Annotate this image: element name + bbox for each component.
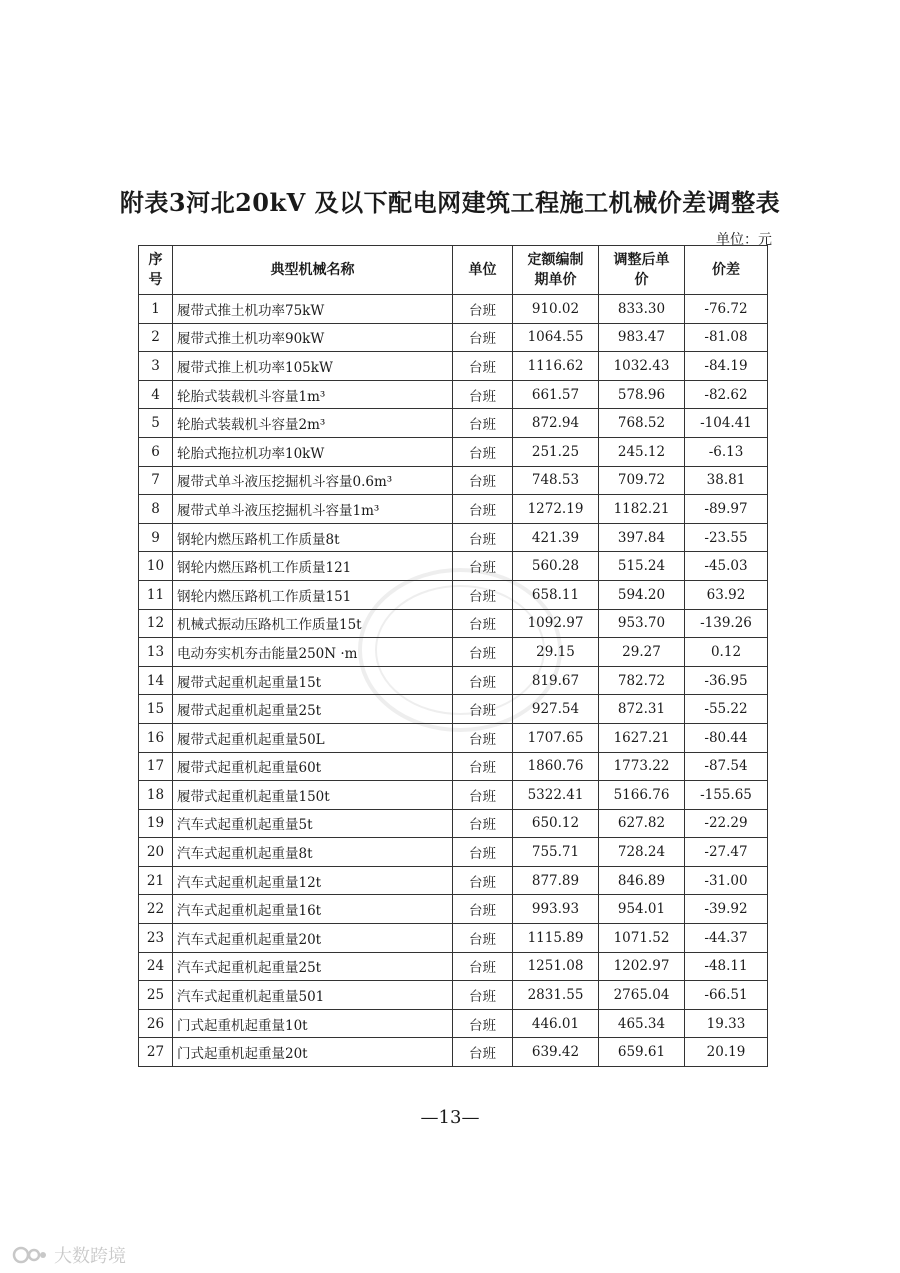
table-header-row xyxy=(139,246,768,295)
row-base-price: 748.53 xyxy=(513,466,599,495)
row-adjusted-price: 768.52 xyxy=(599,409,685,438)
table-row xyxy=(139,466,768,495)
table-row xyxy=(139,523,768,552)
row-price-diff: -155.65 xyxy=(685,781,768,810)
row-price-diff: -23.55 xyxy=(685,523,768,552)
row-unit: 台班 xyxy=(453,638,513,667)
row-base-price: 1115.89 xyxy=(513,924,599,953)
table-row xyxy=(139,695,768,724)
row-adjusted-price: 465.34 xyxy=(599,1009,685,1038)
row-machine-name: 钢轮内燃压路机工作质量8t xyxy=(173,523,453,552)
row-machine-name: 钢轮内燃压路机工作质量151 xyxy=(173,580,453,609)
row-unit: 台班 xyxy=(453,981,513,1010)
row-price-diff: -44.37 xyxy=(685,924,768,953)
row-base-price: 1092.97 xyxy=(513,609,599,638)
row-price-diff: -80.44 xyxy=(685,723,768,752)
row-unit: 台班 xyxy=(453,752,513,781)
row-adjusted-price: 5166.76 xyxy=(599,781,685,810)
row-base-price: 251.25 xyxy=(513,437,599,466)
row-number: 8 xyxy=(139,495,173,524)
row-unit: 台班 xyxy=(453,409,513,438)
row-adjusted-price: 709.72 xyxy=(599,466,685,495)
row-number: 24 xyxy=(139,952,173,981)
table-row xyxy=(139,323,768,352)
row-machine-name: 履带式起重机起重量50L xyxy=(173,723,453,752)
row-machine-name: 电动夯实机夯击能量250N ·m xyxy=(173,638,453,667)
row-number: 9 xyxy=(139,523,173,552)
row-adjusted-price: 397.84 xyxy=(599,523,685,552)
row-unit: 台班 xyxy=(453,781,513,810)
row-unit: 台班 xyxy=(453,580,513,609)
row-base-price: 1860.76 xyxy=(513,752,599,781)
table-row xyxy=(139,952,768,981)
table-row xyxy=(139,1038,768,1067)
page-number: —13— xyxy=(420,1107,480,1128)
row-machine-name: 汽车式起重机起重量501 xyxy=(173,981,453,1010)
row-adjusted-price: 2765.04 xyxy=(599,981,685,1010)
row-adjusted-price: 983.47 xyxy=(599,323,685,352)
row-number: 4 xyxy=(139,380,173,409)
row-number: 6 xyxy=(139,437,173,466)
row-adjusted-price: 872.31 xyxy=(599,695,685,724)
row-unit: 台班 xyxy=(453,895,513,924)
row-machine-name: 履带式单斗液压挖掘机斗容量1m³ xyxy=(173,495,453,524)
row-unit: 台班 xyxy=(453,437,513,466)
row-base-price: 1272.19 xyxy=(513,495,599,524)
row-price-diff: -82.62 xyxy=(685,380,768,409)
row-machine-name: 履带式推上机功率105kW xyxy=(173,352,453,381)
row-number: 17 xyxy=(139,752,173,781)
row-base-price: 639.42 xyxy=(513,1038,599,1067)
row-number: 23 xyxy=(139,924,173,953)
row-machine-name: 轮胎式拖拉机功率10kW xyxy=(173,437,453,466)
table-row xyxy=(139,380,768,409)
row-unit: 台班 xyxy=(453,695,513,724)
row-adjusted-price: 1773.22 xyxy=(599,752,685,781)
row-price-diff: 63.92 xyxy=(685,580,768,609)
row-base-price: 5322.41 xyxy=(513,781,599,810)
watermark-text: 大数跨境 xyxy=(54,1246,126,1267)
row-price-diff: -84.19 xyxy=(685,352,768,381)
row-base-price: 1064.55 xyxy=(513,323,599,352)
row-price-diff: 0.12 xyxy=(685,638,768,667)
row-adjusted-price: 515.24 xyxy=(599,552,685,581)
table-row xyxy=(139,552,768,581)
table-row xyxy=(139,781,768,810)
header-adjusted-price: 调整后单价 xyxy=(599,246,685,295)
row-adjusted-price: 953.70 xyxy=(599,609,685,638)
row-adjusted-price: 659.61 xyxy=(599,1038,685,1067)
header-diff: 价差 xyxy=(685,246,768,295)
row-unit: 台班 xyxy=(453,380,513,409)
row-base-price: 755.71 xyxy=(513,838,599,867)
row-machine-name: 履带式单斗液压挖掘机斗容量0.6m³ xyxy=(173,466,453,495)
table-row xyxy=(139,495,768,524)
row-price-diff: -81.08 xyxy=(685,323,768,352)
row-base-price: 877.89 xyxy=(513,866,599,895)
table-row xyxy=(139,866,768,895)
row-machine-name: 汽车式起重机起重量20t xyxy=(173,924,453,953)
row-adjusted-price: 578.96 xyxy=(599,380,685,409)
row-base-price: 1251.08 xyxy=(513,952,599,981)
row-unit: 台班 xyxy=(453,552,513,581)
row-number: 10 xyxy=(139,552,173,581)
row-adjusted-price: 627.82 xyxy=(599,809,685,838)
table-row xyxy=(139,437,768,466)
row-machine-name: 履带式推土机功率90kW xyxy=(173,323,453,352)
row-adjusted-price: 1627.21 xyxy=(599,723,685,752)
table-title: 附表3河北20kV 及以下配电网建筑工程施工机械价差调整表 xyxy=(119,188,781,217)
row-adjusted-price: 954.01 xyxy=(599,895,685,924)
row-machine-name: 履带式起重机起重量25t xyxy=(173,695,453,724)
table-row xyxy=(139,638,768,667)
row-price-diff: -89.97 xyxy=(685,495,768,524)
row-machine-name: 履带式起重机起重量150t xyxy=(173,781,453,810)
row-number: 18 xyxy=(139,781,173,810)
row-unit: 台班 xyxy=(453,666,513,695)
header-no: 序号 xyxy=(139,246,173,295)
row-base-price: 421.39 xyxy=(513,523,599,552)
row-base-price: 819.67 xyxy=(513,666,599,695)
row-base-price: 1116.62 xyxy=(513,352,599,381)
row-base-price: 560.28 xyxy=(513,552,599,581)
row-price-diff: -6.13 xyxy=(685,437,768,466)
table-row xyxy=(139,895,768,924)
row-adjusted-price: 1182.21 xyxy=(599,495,685,524)
row-price-diff: -104.41 xyxy=(685,409,768,438)
row-number: 12 xyxy=(139,609,173,638)
row-adjusted-price: 245.12 xyxy=(599,437,685,466)
row-machine-name: 汽车式起重机起重量5t xyxy=(173,809,453,838)
row-adjusted-price: 833.30 xyxy=(599,295,685,324)
table-row xyxy=(139,924,768,953)
row-unit: 台班 xyxy=(453,866,513,895)
row-machine-name: 履带式推土机功率75kW xyxy=(173,295,453,324)
row-price-diff: -31.00 xyxy=(685,866,768,895)
header-base-price: 定额编制期单价 xyxy=(513,246,599,295)
row-number: 7 xyxy=(139,466,173,495)
row-price-diff: -36.95 xyxy=(685,666,768,695)
row-number: 27 xyxy=(139,1038,173,1067)
row-price-diff: -55.22 xyxy=(685,695,768,724)
row-number: 2 xyxy=(139,323,173,352)
row-machine-name: 门式起重机起重量10t xyxy=(173,1009,453,1038)
row-machine-name: 轮胎式装载机斗容量1m³ xyxy=(173,380,453,409)
machinery-price-table xyxy=(138,245,768,1067)
row-adjusted-price: 1032.43 xyxy=(599,352,685,381)
row-number: 13 xyxy=(139,638,173,667)
table-row xyxy=(139,580,768,609)
row-price-diff: -39.92 xyxy=(685,895,768,924)
watermark xyxy=(12,1242,126,1268)
row-machine-name: 汽车式起重机起重量25t xyxy=(173,952,453,981)
header-name: 典型机械名称 xyxy=(173,246,453,295)
table-row xyxy=(139,295,768,324)
row-unit: 台班 xyxy=(453,1038,513,1067)
row-unit: 台班 xyxy=(453,809,513,838)
row-adjusted-price: 594.20 xyxy=(599,580,685,609)
row-machine-name: 汽车式起重机起重量16t xyxy=(173,895,453,924)
row-unit: 台班 xyxy=(453,295,513,324)
row-unit: 台班 xyxy=(453,723,513,752)
row-adjusted-price: 1202.97 xyxy=(599,952,685,981)
row-number: 22 xyxy=(139,895,173,924)
row-base-price: 2831.55 xyxy=(513,981,599,1010)
table-row xyxy=(139,352,768,381)
row-unit: 台班 xyxy=(453,523,513,552)
row-base-price: 1707.65 xyxy=(513,723,599,752)
row-adjusted-price: 846.89 xyxy=(599,866,685,895)
brand-logo-icon xyxy=(12,1244,48,1266)
row-machine-name: 履带式起重机起重量15t xyxy=(173,666,453,695)
row-price-diff: -45.03 xyxy=(685,552,768,581)
row-number: 14 xyxy=(139,666,173,695)
row-unit: 台班 xyxy=(453,952,513,981)
row-number: 19 xyxy=(139,809,173,838)
row-base-price: 650.12 xyxy=(513,809,599,838)
row-machine-name: 汽车式起重机起重量8t xyxy=(173,838,453,867)
row-number: 26 xyxy=(139,1009,173,1038)
row-base-price: 872.94 xyxy=(513,409,599,438)
row-machine-name: 机械式振动压路机工作质量15t xyxy=(173,609,453,638)
row-machine-name: 钢轮内燃压路机工作质量121 xyxy=(173,552,453,581)
row-unit: 台班 xyxy=(453,609,513,638)
row-adjusted-price: 782.72 xyxy=(599,666,685,695)
row-base-price: 29.15 xyxy=(513,638,599,667)
row-base-price: 910.02 xyxy=(513,295,599,324)
row-number: 5 xyxy=(139,409,173,438)
row-machine-name: 门式起重机起重量20t xyxy=(173,1038,453,1067)
row-adjusted-price: 1071.52 xyxy=(599,924,685,953)
row-machine-name: 履带式起重机起重量60t xyxy=(173,752,453,781)
row-unit: 台班 xyxy=(453,838,513,867)
row-price-diff: -48.11 xyxy=(685,952,768,981)
row-price-diff: 38.81 xyxy=(685,466,768,495)
table-row xyxy=(139,752,768,781)
row-price-diff: -27.47 xyxy=(685,838,768,867)
row-number: 15 xyxy=(139,695,173,724)
row-number: 25 xyxy=(139,981,173,1010)
row-adjusted-price: 29.27 xyxy=(599,638,685,667)
row-price-diff: -139.26 xyxy=(685,609,768,638)
header-unit: 单位 xyxy=(453,246,513,295)
table-row xyxy=(139,723,768,752)
row-unit: 台班 xyxy=(453,495,513,524)
row-number: 3 xyxy=(139,352,173,381)
table-row xyxy=(139,809,768,838)
row-machine-name: 轮胎式装载机斗容量2m³ xyxy=(173,409,453,438)
table-row xyxy=(139,838,768,867)
row-price-diff: 19.33 xyxy=(685,1009,768,1038)
row-unit: 台班 xyxy=(453,924,513,953)
row-unit: 台班 xyxy=(453,466,513,495)
row-base-price: 927.54 xyxy=(513,695,599,724)
row-price-diff: -87.54 xyxy=(685,752,768,781)
row-number: 16 xyxy=(139,723,173,752)
row-number: 11 xyxy=(139,580,173,609)
row-base-price: 661.57 xyxy=(513,380,599,409)
row-number: 1 xyxy=(139,295,173,324)
unit-note: 单位：元 xyxy=(716,232,772,248)
row-base-price: 658.11 xyxy=(513,580,599,609)
table-row xyxy=(139,609,768,638)
row-price-diff: -76.72 xyxy=(685,295,768,324)
row-price-diff: -66.51 xyxy=(685,981,768,1010)
row-price-diff: 20.19 xyxy=(685,1038,768,1067)
row-base-price: 446.01 xyxy=(513,1009,599,1038)
row-unit: 台班 xyxy=(453,352,513,381)
row-price-diff: -22.29 xyxy=(685,809,768,838)
row-base-price: 993.93 xyxy=(513,895,599,924)
row-number: 21 xyxy=(139,866,173,895)
table-row xyxy=(139,981,768,1010)
row-number: 20 xyxy=(139,838,173,867)
table-row xyxy=(139,1009,768,1038)
row-machine-name: 汽车式起重机起重量12t xyxy=(173,866,453,895)
table-row xyxy=(139,409,768,438)
table-row xyxy=(139,666,768,695)
row-unit: 台班 xyxy=(453,1009,513,1038)
row-unit: 台班 xyxy=(453,323,513,352)
row-adjusted-price: 728.24 xyxy=(599,838,685,867)
